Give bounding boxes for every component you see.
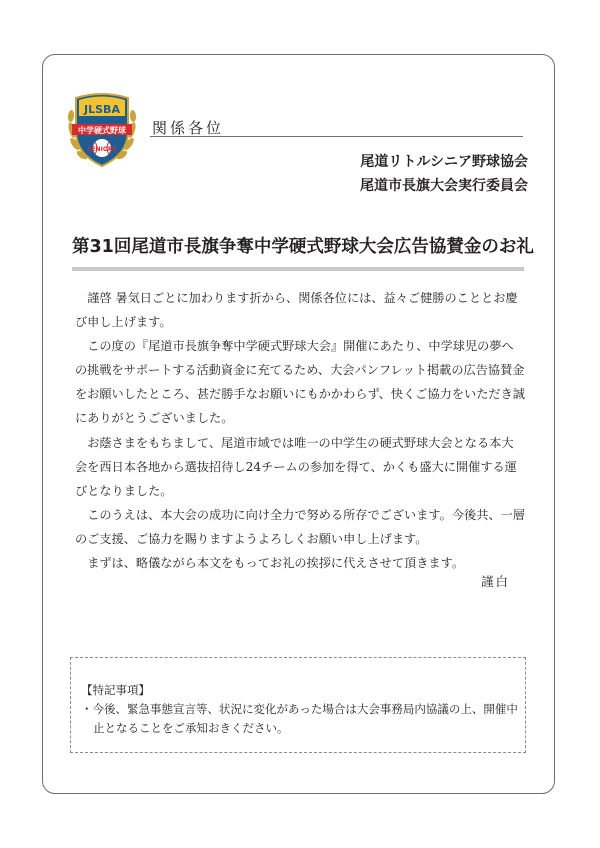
title-rule: [72, 267, 524, 271]
addressee: 関係各位: [152, 119, 225, 137]
special-notes-box: [70, 657, 526, 753]
notes-heading: 【特記事項】: [81, 683, 150, 697]
document-title: 第31回尾道市長旗争奪中学硬式野球大会広告協賛金のお礼: [72, 237, 534, 257]
logo-bottom-text: SENIORS: [87, 146, 117, 153]
body-paragraph: お蔭さまをもちまして、尾道市域では唯一の中学生の硬式野球大会となる本大会を西日本各地から選抜招待し24チームの参加を得て、かくも盛大に開催する運びとなりました。: [75, 435, 517, 498]
logo-middle-text: 中学硬式野球: [78, 126, 126, 135]
sender-line-association: 尾道リトルシニア野球協会: [360, 154, 528, 170]
body-paragraph: この度の『尾道市長旗争奪中学硬式野球大会』開催にあたり、中学球児の夢への挑戦をサポートする活動資金に充てるため、大会パンフレット掲載の広告協賛金をお願いしたところ、甚だ勝手なお願いにもかかわらず、快くご協力をいただき誠にありがとうございました。: [75, 339, 525, 426]
addressee-underline: [150, 136, 523, 137]
closing-word: 謹白: [480, 574, 510, 589]
letter-body: [75, 286, 525, 575]
league-logo-icon: [66, 88, 138, 170]
notes-item: ・今後、緊急事態宣言等、状況に変化があった場合は大会事務局内協議の上、開催中止となることをご承知おきください。: [81, 702, 518, 735]
sender-line-committee: 尾道市長旗大会実行委員会: [360, 178, 528, 194]
body-paragraph: まずは、略儀ながら本文をもってお礼の挨拶に代えさせて頂きます。: [87, 556, 465, 571]
logo-top-text: JLSBA: [84, 103, 120, 116]
body-paragraph: このうえは、本大会の成功に向け全力で努める所存でございます。今後共、一層のご支援、ご協力を賜りますようよろしくお願い申し上げます。: [75, 507, 525, 546]
sender-block: [360, 150, 528, 198]
body-paragraph: 謹啓 暑気日ごとに加わります折から、関係各位には、益々ご健勝のこととお慶び申し上げます。: [75, 291, 518, 330]
